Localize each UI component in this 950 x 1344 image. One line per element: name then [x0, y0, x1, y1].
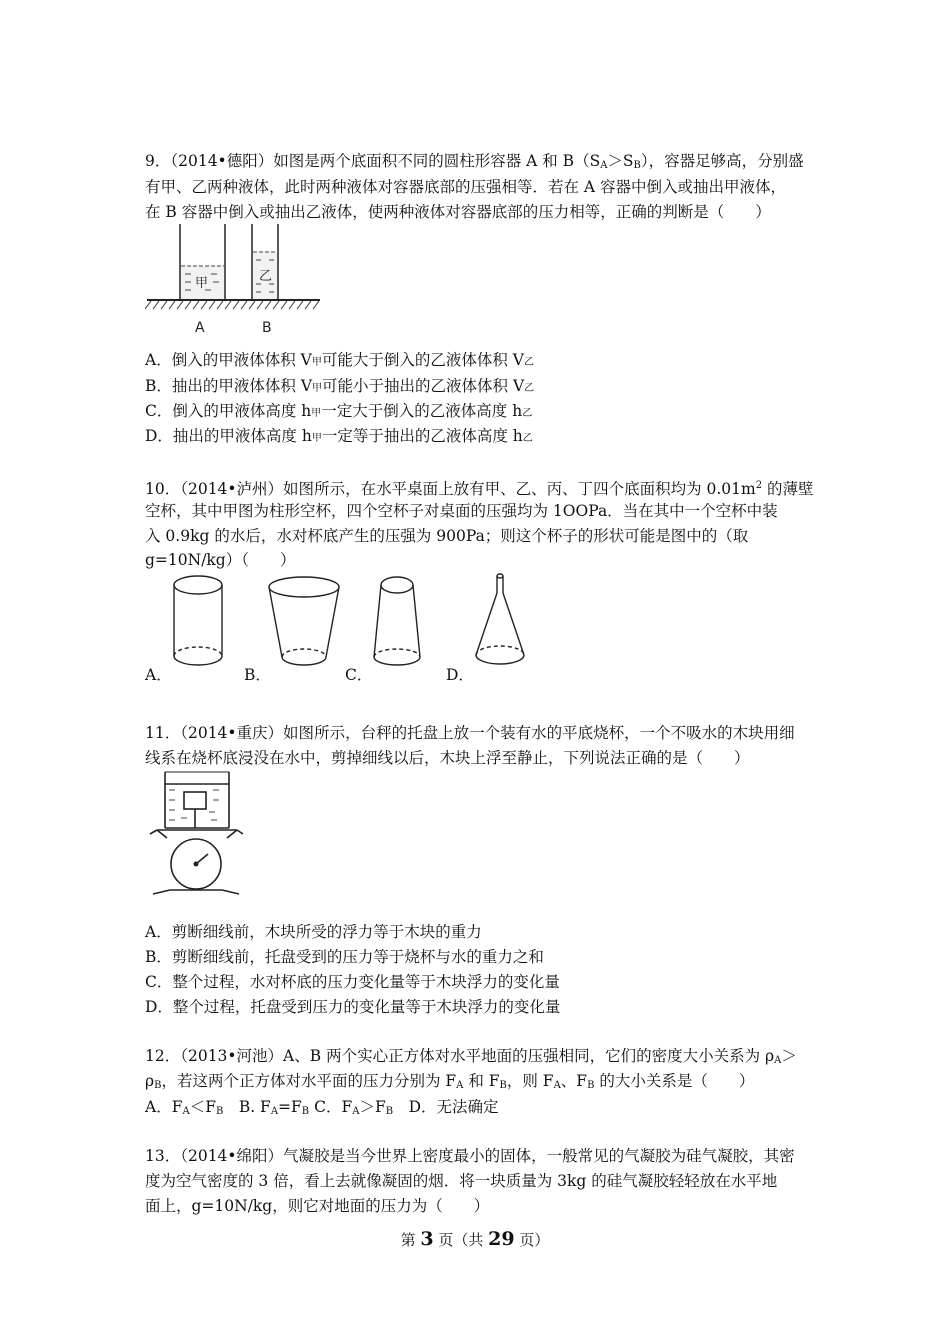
q10-cups-figure: [165, 573, 535, 673]
q13-line-3: 面上，g=10N/kg，则它对地面的压力为（ ）: [145, 1197, 490, 1215]
q9-line-2: 有甲、乙两种液体，此时两种液体对容器底部的压强相等．若在 A 容器中倒入或抽出甲液体，: [145, 178, 787, 196]
q9-option-c: C．倒入的甲液体高度 h甲一定大于倒入的乙液体高度 h乙: [145, 402, 533, 420]
q11-option-d: D．整个过程，托盘受到压力的变化量等于木块浮力的变化量: [145, 998, 561, 1016]
q9-line-3: 在 B 容器中倒入或抽出乙液体，使两种液体对容器底部的压力相等，正确的判断是（ ）: [145, 203, 771, 221]
q11-option-b: B．剪断细线前，托盘受到的压力等于烧杯与水的重力之和: [145, 948, 544, 966]
cup-c-flared: [374, 577, 420, 665]
cup-label-c: C．: [345, 666, 373, 684]
q9-option-a: A．倒入的甲液体体积 V甲可能大于倒入的乙液体体积 V乙: [145, 351, 534, 369]
container-b-label: B: [262, 320, 272, 336]
q10-line-2: 空杯，其中甲图为柱形空杯，四个空杯子对桌面的压强均为 1OOPa．当在其中一个空杯中装: [145, 502, 778, 520]
q11-line-1: 11．（2014•重庆）如图所示，台秤的托盘上放一个装有水的平底烧杯，一个不吸水的木块用细: [145, 724, 795, 742]
q13-line-1: 13．（2014•绵阳）气凝胶是当今世界上密度最小的固体，一般常见的气凝胶为硅气凝胶，其密: [145, 1147, 795, 1165]
q10-line-4: g=10N/kg）（ ）: [145, 551, 296, 569]
cup-label-a: A．: [145, 666, 172, 684]
cup-label-d: D．: [446, 666, 474, 684]
page-number: 3: [420, 1228, 434, 1250]
q12-options: A．$F_A<F_B$ B. $F_A=F_B$ C．$F_A>F_B$ D．无法确定: [145, 1098, 499, 1117]
q11-option-a: A．剪断细线前，木块所受的浮力等于木块的重力: [145, 923, 482, 941]
q11-scale-figure: [145, 770, 250, 900]
cup-label-b: B．: [244, 666, 271, 684]
q9-line-1: 9．（2014•德阳）如图是两个底面积不同的圆柱形容器 A 和 $B(S_A>S_B)$，容器足够高，分别盛: [145, 152, 804, 171]
q13-line-2: 度为空气密度的 3 倍，看上去就像凝固的烟．将一块质量为 3kg 的硅气凝胶轻轻放在水平地: [145, 1172, 778, 1190]
q9-option-b: B．抽出的甲液体体积 V甲可能小于抽出的乙液体体积 V乙: [145, 377, 535, 395]
cup-a-cylinder: [174, 576, 222, 665]
q11-line-2: 线系在烧杯底浸没在水中，剪掉细线以后，木块上浮至静止，下列说法正确的是（ ）: [145, 749, 750, 767]
page-footer: 第 3 页（共 29 页）: [400, 1228, 550, 1250]
q10-line-1: 10．（2014•泸州）如图所示，在水平桌面上放有甲、乙、丙、丁四个底面积均为 $0.01m^2$ 的薄壁: [145, 480, 814, 498]
q10-line-3: 入 0.9kg 的水后，水对杯底产生的压强为 900Pa；则这个杯子的形状可能是图中的（取: [145, 527, 749, 545]
q12-line-2: $\rho_B$，若这两个正方体对水平面的压力分别为 $F_A$ 和 $F_B$，则 $F_A$、$F_B$ 的大小关系是（ ）: [145, 1072, 755, 1091]
container-a-label: A: [195, 320, 205, 336]
cup-b-tapered: [269, 577, 339, 665]
page-total: 29: [488, 1228, 515, 1250]
cup-d-flask: [476, 574, 524, 664]
q9-option-d: D．抽出的甲液体高度 h甲一定等于抽出的乙液体高度 h乙: [145, 427, 533, 445]
liquid-b-label: 乙: [259, 269, 273, 284]
q11-option-c: C．整个过程，水对杯底的压力变化量等于木块浮力的变化量: [145, 973, 560, 991]
q12-line-1: 12．（2013•河池）A、B 两个实心正方体对水平地面的压强相同，它们的密度大小关系为 $\rho_A>$: [145, 1047, 797, 1066]
q9-containers-figure: [145, 222, 325, 337]
liquid-a-label: 甲: [195, 276, 209, 291]
